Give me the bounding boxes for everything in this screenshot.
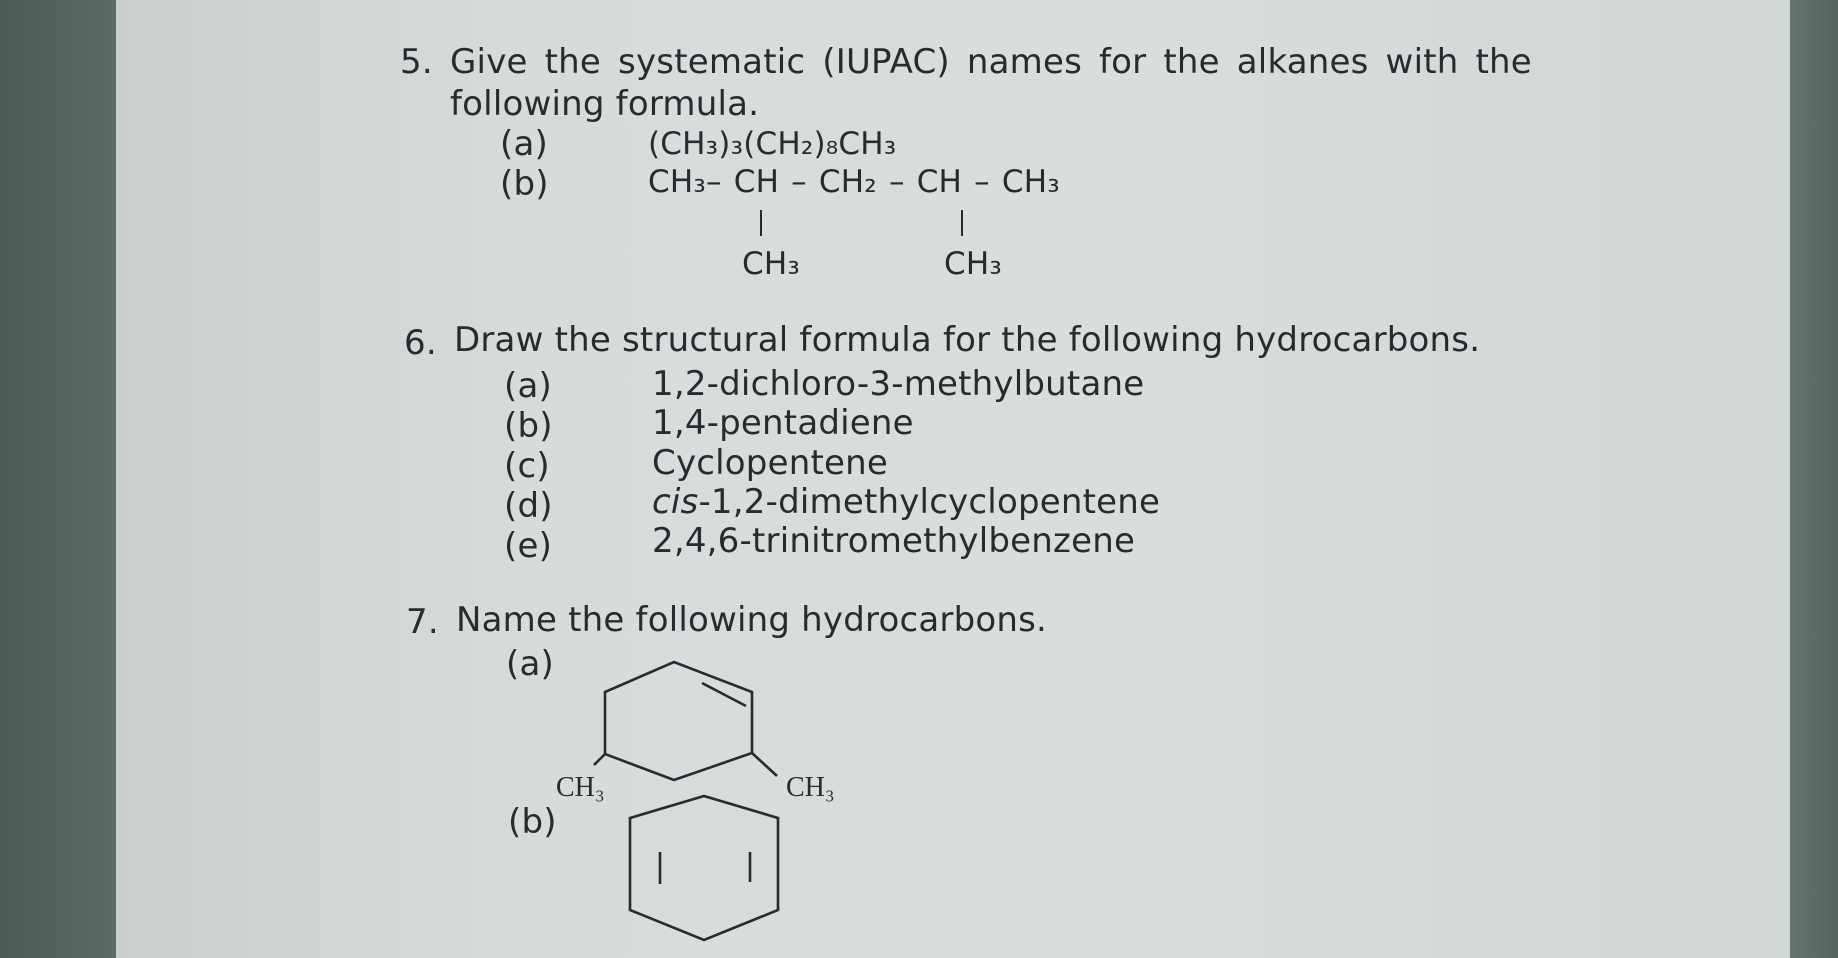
q5-b-label: (b) bbox=[500, 164, 549, 204]
q6-b-text: 1,4-pentadiene bbox=[652, 403, 914, 443]
q6-d-name: -1,2-dimethylcyclopentene bbox=[698, 482, 1161, 522]
q6-number: 6. bbox=[404, 323, 437, 363]
q7-structures bbox=[116, 0, 1790, 958]
q7-a-cyclohexene-ring bbox=[594, 662, 777, 780]
q5-prompt-line2: following formula. bbox=[450, 84, 760, 124]
q7-number: 7. bbox=[406, 602, 439, 642]
q6-b-label: (b) bbox=[504, 406, 553, 446]
q7-prompt: Name the following hydrocarbons. bbox=[456, 600, 1048, 640]
q6-e-text: 2,4,6-trinitromethylbenzene bbox=[652, 521, 1136, 561]
q6-prompt: Draw the structural formula for the following hydrocarbons. bbox=[454, 320, 1481, 360]
q5-b-main-chain: CH₃– CH – CH₂ – CH – CH₃ bbox=[648, 164, 1060, 200]
q5-a-label: (a) bbox=[500, 124, 548, 164]
q5-b-branch-2: CH₃ bbox=[944, 246, 1002, 282]
q6-d-prefix: cis bbox=[652, 482, 699, 522]
q7-a-methyl-bond-left bbox=[594, 754, 605, 765]
q7-a-substituent-left: CH₃ bbox=[556, 772, 605, 803]
q6-c-text: Cyclopentene bbox=[652, 443, 888, 483]
q6-c-label: (c) bbox=[504, 446, 550, 486]
q6-d-label: (d) bbox=[504, 486, 553, 526]
background-right-edge bbox=[1790, 0, 1838, 958]
q7-a-label: (a) bbox=[506, 644, 554, 684]
q7-b-cyclohexadiene-ring bbox=[630, 796, 778, 940]
q7-a-substituent-right: CH₃ bbox=[786, 772, 835, 803]
q5-number: 5. bbox=[400, 42, 433, 82]
q6-a-label: (a) bbox=[504, 366, 552, 406]
q5-prompt-line1: Give the systematic (IUPAC) names for the alkanes with the bbox=[450, 42, 1532, 82]
q7-a-methyl-bond-right bbox=[752, 753, 777, 776]
q6-e-label: (e) bbox=[504, 526, 553, 566]
q5-a-formula: (CH₃)₃(CH₂)₈CH₃ bbox=[648, 126, 897, 162]
worksheet-page bbox=[116, 0, 1790, 958]
q6-a-text: 1,2-dichloro-3-methylbutane bbox=[652, 364, 1145, 404]
background-left-edge bbox=[0, 0, 116, 958]
q7-b-label: (b) bbox=[508, 802, 557, 842]
q5-b-branch-1: CH₃ bbox=[742, 246, 800, 282]
